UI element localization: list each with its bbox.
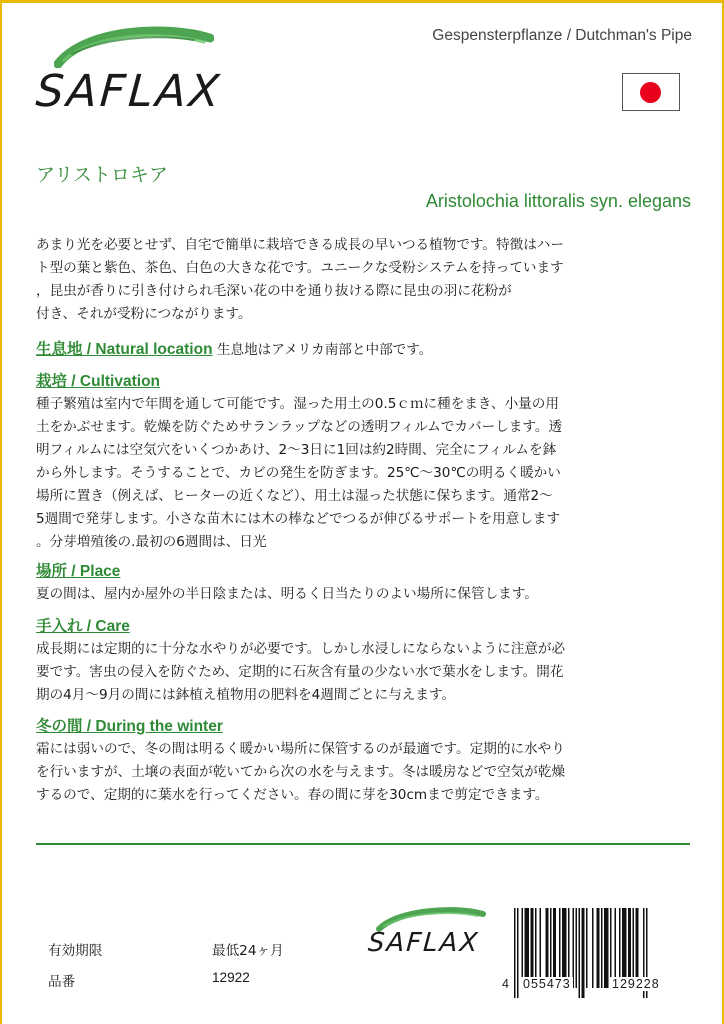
cultivation-line: 明フィルムには空気穴をいくつかあけ、2～3日に1回は約2時間、完全にフィルムを鉢: [36, 442, 557, 458]
barcode-bar: [546, 908, 549, 988]
intro-paragraph: [36, 234, 692, 326]
natural-location-heading: 生息地 / Natural location: [36, 341, 213, 358]
barcode-bar: [592, 908, 594, 988]
cultivation-heading: 栽培 / Cultivation: [36, 373, 161, 390]
item-number-label: 品番: [48, 974, 76, 990]
barcode-bar: [601, 908, 603, 988]
logo-swoosh-icon: [54, 24, 214, 68]
barcode-digits-right: 129228: [612, 977, 660, 991]
barcode-bar: [559, 908, 561, 988]
winter-line: するので、定期的に葉水を行ってください。春の間に芽を30cmまで剪定できます。: [36, 787, 549, 803]
care-line: 期の4月～9月の間には鉢植え植物用の肥料を4週間ごとに与えます。: [36, 687, 456, 703]
winter-line: を行いますが、土壌の表面が乾いてから次の水を与えます。冬は暖房などで空気が乾燥: [36, 764, 566, 780]
barcode-bar: [615, 908, 617, 988]
natural-location-text: 生息地はアメリカ南部と中部です。: [216, 342, 433, 358]
plant-common-name: Gespensterpflanze / Dutchman's Pipe: [432, 27, 692, 44]
barcode-bar: [610, 908, 612, 988]
intro-line: ト型の葉と紫色、茶色、白色の大きな花です。ユニークな受粉システムを持っています: [36, 260, 564, 276]
brand-wordmark-footer: SAFLAX: [366, 928, 481, 958]
care-heading: 手入れ / Care: [36, 618, 130, 635]
intro-line: ，昆虫が香りに引き付けられ毛深い花の中を通り抜ける際に昆虫の羽に花粉が: [36, 283, 512, 299]
barcode-bar: [553, 908, 556, 988]
care-line: 要です。害虫の侵入を防ぐため、定期的に石灰含有量の少ない水で葉水をします。開花: [36, 664, 564, 680]
barcode-bar: [550, 908, 552, 988]
japan-flag-icon: [622, 73, 680, 111]
care-line: 成長期には定期的に十分な水やりが必要です。しかし水浸しにならないように注意が必: [36, 641, 566, 657]
intro-line: あまり光を必要とせず、自宅で簡単に栽培できる成長の早いつる植物です。特徴はハー: [36, 237, 564, 253]
barcode-bar: [517, 908, 519, 998]
cultivation-line: 5週間で発芽します。小さな苗木には木の棒などでつるが伸びるサポートを用意します: [36, 511, 561, 527]
brand-logo-footer: [368, 906, 492, 966]
barcode-bar: [514, 908, 516, 998]
barcode-bar: [579, 908, 581, 998]
barcode-digit-first: 4: [502, 977, 509, 991]
item-number-value: 12922: [212, 970, 250, 985]
barcode-bar: [562, 908, 567, 988]
flag-sun-disc: [640, 82, 661, 103]
cultivation-line: 土をかぶせます。乾燥を防ぐためサランラップなどの透明フィルムでカバーします。透: [36, 419, 563, 435]
barcode-bar: [522, 908, 524, 988]
cultivation-line: 場所に置き（例えば、ヒーターの近くなど）、用土は湿った状態に保ちます。通常2～: [36, 488, 553, 504]
barcode-bar: [622, 908, 627, 988]
section-care: [36, 616, 692, 707]
barcode-bar: [531, 908, 534, 988]
section-place: [36, 561, 692, 606]
barcode-bar: [597, 908, 600, 988]
section-cultivation: [36, 371, 692, 554]
brand-wordmark: SAFLAX: [34, 66, 224, 117]
intro-line: 付き、それが受粉につながります。: [36, 306, 252, 322]
cultivation-line: から外します。そうすることで、カビの発生を防ぎます。25℃～30℃の明るく暖かい: [36, 465, 561, 481]
section-natural-location: [36, 338, 692, 362]
place-line: 夏の間は、屋内か屋外の半日陰または、明るく日当たりのよい場所に保管します。: [36, 586, 538, 602]
latin-title: Aristolochia littoralis syn. elegans: [425, 191, 691, 211]
expiry-value: 最低24ヶ月: [212, 943, 284, 959]
japanese-title: アリストロキア: [36, 164, 168, 186]
barcode-bar: [540, 908, 542, 988]
barcode-bar: [636, 908, 639, 988]
barcode-bar: [535, 908, 537, 988]
barcode-bar: [568, 908, 570, 988]
winter-heading: 冬の間 / During the winter: [36, 718, 223, 735]
barcode-bar: [604, 908, 609, 988]
expiry-label: 有効期限: [48, 943, 103, 959]
barcode-bar: [586, 908, 588, 988]
barcode-bar: [573, 908, 575, 988]
barcode-bar: [525, 908, 530, 988]
barcode-bar: [582, 908, 585, 998]
barcode-bar: [576, 908, 578, 988]
cultivation-line: 種子繁殖は室内で年間を通して可能です。湿った用土の0.5ｃｍに種をまき、小量の用: [36, 396, 559, 412]
brand-logo: [36, 24, 236, 124]
winter-line: 霜には弱いので、冬の間は明るく暖かい場所に保管するのが最適です。定期的に水やり: [36, 741, 565, 757]
barcode-bar: [633, 908, 635, 988]
section-divider: [36, 843, 690, 845]
section-winter: [36, 716, 692, 807]
place-heading: 場所 / Place: [36, 563, 121, 580]
barcode-digits-left: 055473: [523, 977, 571, 991]
barcode-bar: [628, 908, 631, 988]
cultivation-line: 。分芽増殖後の.最初の6週間は、日光: [36, 534, 267, 550]
barcode-bar: [619, 908, 621, 988]
